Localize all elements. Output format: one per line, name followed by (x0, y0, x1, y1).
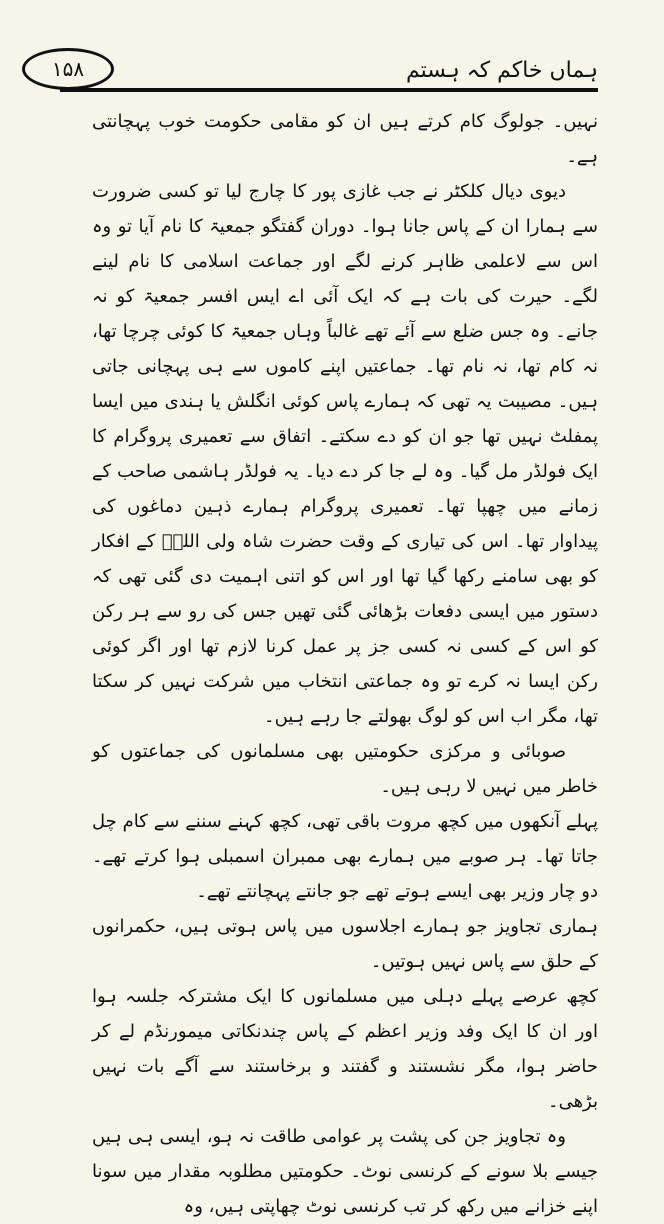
header-rule (60, 88, 598, 92)
text-line: کاموں سے ہی پہچانی جاتی ہیں۔ مصیبت یہ تھی کہ ہمارے پاس کوئی انگلش یا ہندی میں (92, 356, 598, 412)
text-line: بھی ممبران اسمبلی ہوا کرتے تھے۔ دو چار وزیر بھی ایسے ہوتے تھے جو جانتے پہچانتے تھے۔ (92, 846, 598, 902)
text-line: اسلامی کا نام لینے لگے۔ حیرت کی بات ہے کہ ایک آئی اے ایس افسر جمعیۃ کو نہ جانے۔ وہ (92, 251, 598, 342)
page-number: ۱۵۸ (22, 48, 114, 90)
text-line: دماغوں کی پیداوار تھا۔ اس کی تیاری کے وقت حضرت شاہ ولی اللہؒ کے افکار کو بھی سامنے (92, 496, 598, 587)
page-body (92, 104, 598, 1224)
paragraph (92, 909, 598, 979)
paragraph (92, 979, 598, 1119)
text-line: کچھ عرصے پہلے دہلی میں مسلمانوں کا ایک مشترکہ جلسہ ہوا اور ان کا ایک وفد وزیر اعظم کے پاس (92, 986, 598, 1042)
text-line: رکھا گیا تھا اور اس کو اتنی اہمیت دی گئی تھی کہ دستور میں ایسی دفعات بڑھائی گئی تھیں جس کی (92, 566, 598, 622)
paragraph (92, 174, 598, 734)
text-line: جا کر دے دیا۔ یہ فولڈر ہاشمی صاحب کے زمانے میں چھپا تھا۔ تعمیری پروگرام ہمارے ذہین (92, 461, 598, 517)
paragraph (92, 1119, 598, 1224)
text-line: پہلے آنکھوں میں کچھ مروت باقی تھی، کچھ کہنے سننے سے کام چل جاتا تھا۔ ہر صوبے میں ہمارے (92, 811, 598, 867)
text-line: چندنکاتی میمورنڈم لے کر حاضر ہوا، مگر نشستند و گفتند و برخاستند سے آگے بات نہیں بڑھی۔ (92, 1021, 598, 1112)
text-line: ایسا پمفلٹ نہیں تھا جو ان کو دے سکتے۔ اتفاق سے تعمیری پروگرام کا ایک فولڈر مل گیا۔ وہ لے (92, 391, 598, 482)
text-line: وہ تجاویز جن کی پشت پر عوامی طاقت نہ ہو، ایسی ہی ہیں جیسے بلا سونے کے کرنسی (92, 1126, 598, 1182)
paragraph (92, 104, 598, 174)
text-line: نہیں۔ جولوگ کام کرتے ہیں ان کو مقامی حکومت خوب پہچانتی ہے۔ (92, 111, 598, 167)
paragraph (92, 804, 598, 909)
text-line: انتخاب میں شرکت نہیں کر سکتا تھا، مگر اب اس کو لوگ بھولتے جا رہے ہیں۔ (92, 671, 598, 727)
text-line: دیوی دیال کلکٹر نے جب غازی پور کا چارج لیا تو کسی ضرورت سے ہمارا ان کے (92, 181, 598, 237)
paragraph (92, 734, 598, 804)
text-line: جس ضلع سے آئے تھے غالباً وہاں جمعیۃ کا کوئی چرچا تھا، نہ کام تھا، نہ نام تھا۔ جماعتیں اپنے (92, 321, 598, 377)
text-line: رو سے ہر رکن کو اس کے کسی نہ کسی جز پر عمل کرنا لازم تھا اور اگر کوئی رکن ایسا نہ کرے تو وہ جماعتی (92, 601, 598, 692)
text-line: نوٹ۔ حکومتیں مطلوبہ مقدار میں سونا اپنے خزانے میں رکھ کر تب کرنسی نوٹ چھاپتی ہیں، وہ (92, 1161, 598, 1217)
text-line: ہماری تجاویز جو ہمارے اجلاسوں میں پاس ہوتی ہیں، حکمرانوں کے حلق سے پاس نہیں ہوتیں۔ (92, 916, 598, 972)
text-line: پاس جانا ہوا۔ دوران گفتگو جمعیۃ کا نام آیا تو وہ اس سے لاعلمی ظاہر کرنے لگے اور جماعت (92, 216, 598, 272)
book-title: ہماں خاکم کہ ہستم (405, 58, 598, 83)
text-line: صوبائی و مرکزی حکومتیں بھی مسلمانوں کی جماعتوں کو خاطر میں نہیں لا رہی ہیں۔ (92, 741, 598, 797)
